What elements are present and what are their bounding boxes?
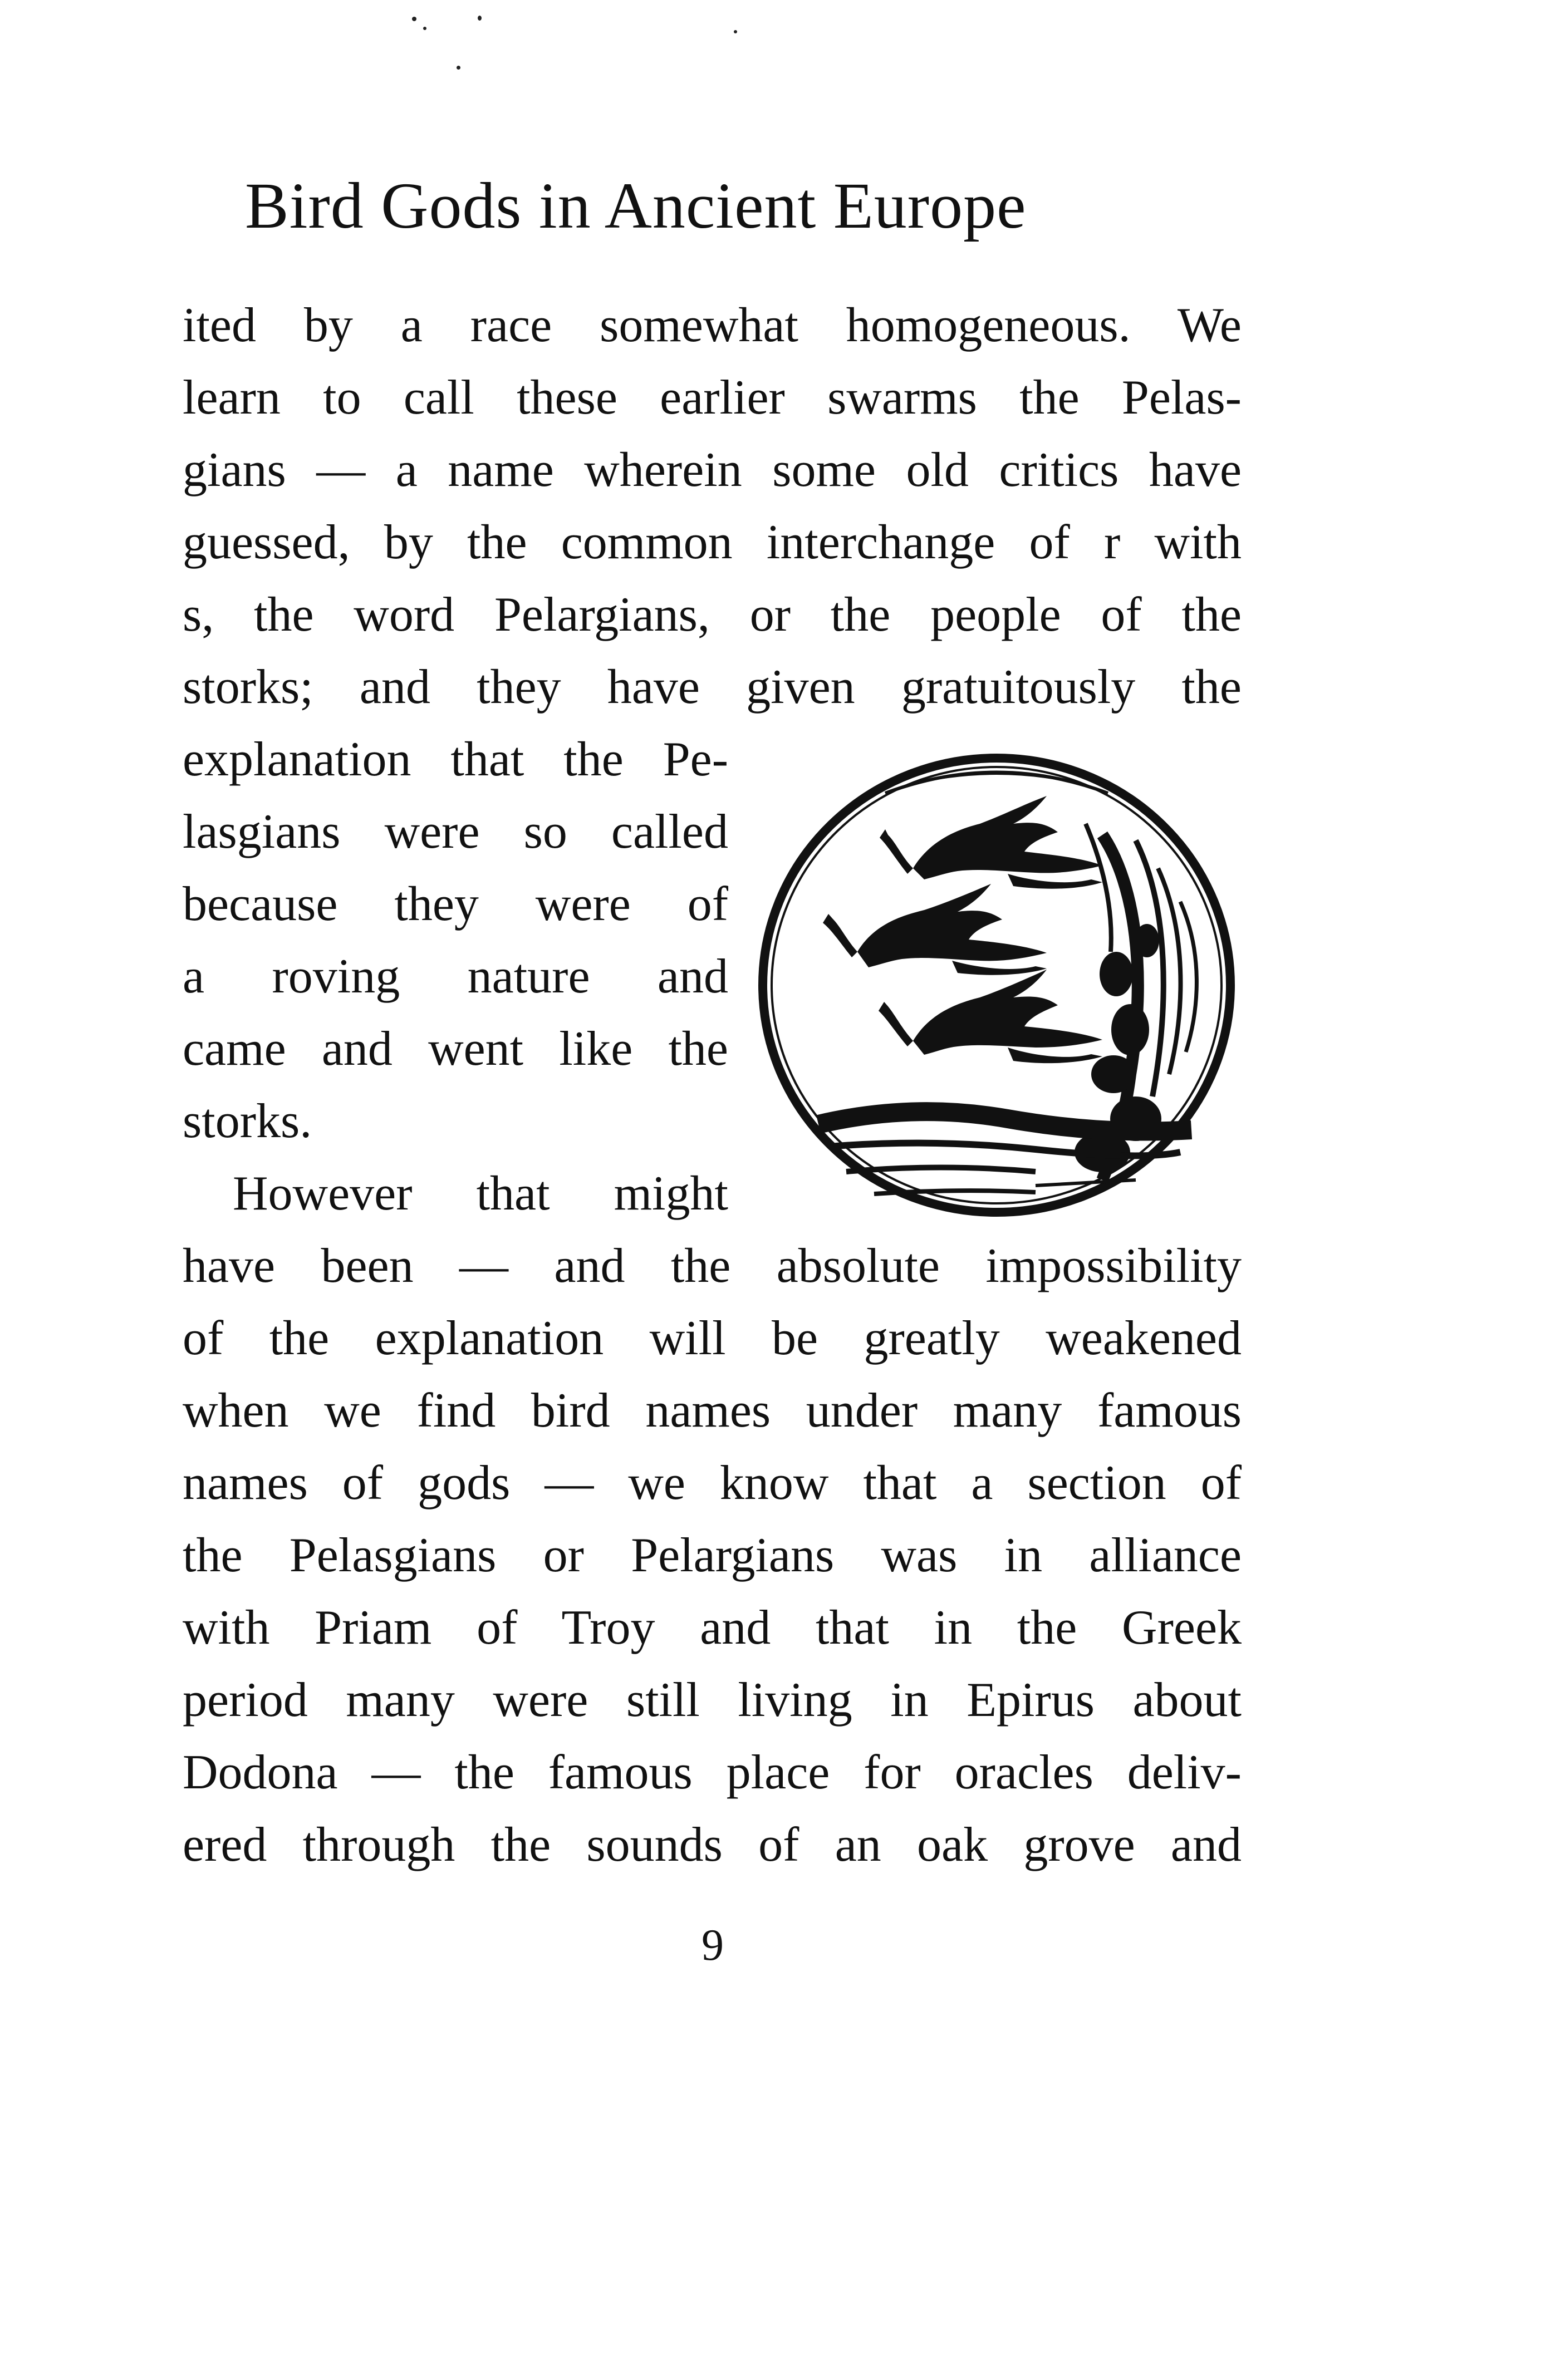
body-line: However that might bbox=[233, 1167, 728, 1221]
scan-speck bbox=[478, 16, 482, 21]
body-line: ited by a race somewhat homogeneous. We bbox=[183, 298, 1242, 352]
scan-speck bbox=[412, 17, 416, 21]
body-line: when we find bird names under many famous bbox=[183, 1384, 1242, 1438]
body-line: storks; and they have given gratuitously the bbox=[183, 660, 1242, 714]
page-number: 9 bbox=[701, 1921, 724, 1970]
running-head: Bird Gods in Ancient Europe bbox=[245, 169, 1027, 242]
stork-roundel-icon bbox=[746, 740, 1247, 1230]
body-line: explanation that the Pe- bbox=[183, 732, 728, 786]
scan-speck bbox=[423, 27, 426, 30]
body-line: a roving nature and bbox=[183, 950, 728, 1004]
body-line: because they were of bbox=[183, 877, 728, 931]
body-line: period many were still living in Epirus about bbox=[183, 1673, 1242, 1727]
body-line: s, the word Pelargians, or the people of the bbox=[183, 588, 1242, 642]
body-line: ered through the sounds of an oak grove and bbox=[183, 1818, 1242, 1872]
body-line: came and went like the bbox=[183, 1022, 728, 1076]
body-line: gians — a name wherein some old critics have bbox=[183, 443, 1242, 497]
body-line: have been — and the absolute impossibility bbox=[183, 1239, 1242, 1293]
body-line: names of gods — we know that a section of bbox=[183, 1456, 1242, 1510]
scan-speck bbox=[734, 30, 737, 33]
body-line: guessed, by the common interchange of r with bbox=[183, 515, 1242, 569]
body-line: storks. bbox=[183, 1094, 312, 1148]
body-line: with Priam of Troy and that in the Greek bbox=[183, 1601, 1242, 1655]
body-line: the Pelasgians or Pelargians was in alliance bbox=[183, 1528, 1242, 1582]
body-line: Dodona — the famous place for oracles deliv- bbox=[183, 1745, 1242, 1799]
body-line: lasgians were so called bbox=[183, 805, 728, 859]
scan-speck bbox=[457, 66, 460, 70]
body-line: of the explanation will be greatly weakened bbox=[183, 1311, 1242, 1365]
body-line: learn to call these earlier swarms the Pelas- bbox=[183, 371, 1242, 425]
